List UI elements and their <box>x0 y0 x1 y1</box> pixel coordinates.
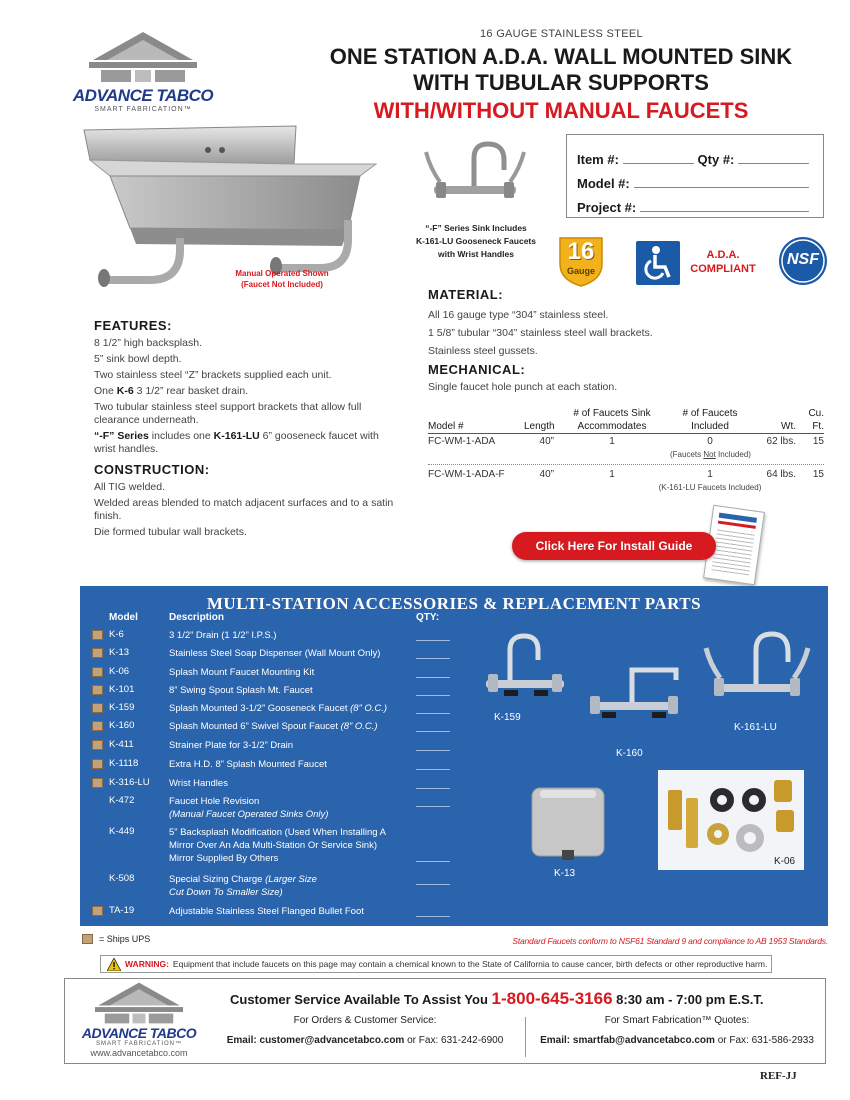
orders-heading: For Orders & Customer Service: <box>293 1015 437 1026</box>
material-item: All 16 gauge type “304” stainless steel. <box>428 309 609 321</box>
header-logo[interactable] <box>64 30 222 113</box>
reference-code: REF-JJ <box>760 1070 797 1082</box>
faucet-caption-line-3: with Wrist Handles <box>438 249 514 259</box>
nsf-text: NSF <box>787 251 819 268</box>
qty-field[interactable] <box>416 695 450 696</box>
construction-item: Die formed tubular wall brackets. <box>94 526 247 538</box>
qty-field[interactable] <box>416 916 450 917</box>
table-divider <box>428 464 824 465</box>
mounting-kit-k06-image <box>658 770 804 870</box>
label-k06: K-06 <box>774 856 796 867</box>
ups-box-icon <box>92 778 103 788</box>
col-accommodates: # of Faucets Sink Accommodates <box>573 408 651 432</box>
material-item: Stainless steel gussets. <box>428 345 538 357</box>
feature-fseries: “-F” Series includes one K-161-LU 6” gooseneck faucet with wrist handles. <box>94 430 379 455</box>
website-link[interactable]: www.advancetabco.com <box>90 1048 188 1058</box>
ups-box-icon <box>82 934 93 944</box>
ada-compliant-label <box>686 248 760 276</box>
install-guide-button[interactable]: Click Here For Install Guide <box>512 532 716 560</box>
customer-service-line: Customer Service Available To Assist You 1-800-645-3166 8:30 am - 7:00 pm E.S.T. <box>230 989 764 1008</box>
table-row: FC-WM-1-ADA-F 40” 1 1 64 lbs. 15 <box>428 469 824 480</box>
construction-item: All TIG welded. <box>94 481 166 493</box>
logo-brand: ADVANCE TABCO <box>81 1025 197 1041</box>
qty-field[interactable] <box>416 861 450 862</box>
ups-box-icon <box>92 648 103 658</box>
col-length: Length <box>524 421 555 432</box>
warning-triangle-icon <box>107 958 121 971</box>
construction-section <box>94 462 394 542</box>
project-label: Project #: <box>577 200 637 215</box>
standards-note: Standard Faucets conform to NSF61 Standard 9 and compliance to AB 1953 Standards. <box>512 936 828 946</box>
item-field[interactable] <box>623 163 694 164</box>
prop65-warning <box>100 955 772 973</box>
label-k13: K-13 <box>554 868 576 879</box>
footer <box>64 978 826 1064</box>
table-row-note: (K-161-LU Faucets Included) <box>658 483 762 492</box>
construction-heading: CONSTRUCTION: <box>94 462 210 477</box>
logo-tagline: SMART FABRICATION™ <box>95 1041 182 1047</box>
gauge-word: Gauge <box>566 266 595 276</box>
advance-tabco-logo-icon <box>83 30 203 84</box>
faucet-k161-image <box>422 138 528 218</box>
logo-tagline: SMART FABRICATION™ <box>94 106 192 113</box>
col-cuft: Cu. Ft. <box>808 408 824 432</box>
qty-field[interactable] <box>416 806 450 807</box>
label-k160: K-160 <box>616 748 643 759</box>
ups-box-icon <box>92 906 103 916</box>
ups-box-icon <box>92 630 103 640</box>
col-model: Model <box>109 612 138 623</box>
logo-brand: ADVANCE TABCO <box>72 86 214 105</box>
footer-logo[interactable] <box>69 981 209 1058</box>
mechanical-section <box>428 362 824 394</box>
smartfab-email-link[interactable]: smartfab@advancetabco.com <box>572 1035 715 1046</box>
col-description: Description <box>169 612 225 623</box>
gauge-line: 16 GAUGE STAINLESS STEEL <box>480 28 643 40</box>
warning-text: Equipment that include faucets on this page may contain a chemical known to the State of California to cause cancer, birth defects or other reproductive harm. <box>172 959 768 969</box>
ada-line-2: COMPLIANT <box>690 263 756 275</box>
feature-drain: One K-6 3 1/2” rear basket drain. <box>94 385 249 397</box>
warning-label: WARNING: <box>125 959 169 969</box>
table-row-note: (Faucets Not Included) <box>670 450 751 459</box>
ups-box-icon <box>92 703 103 713</box>
feature-item: Two stainless steel “Z” brackets supplied each unit. <box>94 369 332 381</box>
ada-wheelchair-icon <box>636 241 680 285</box>
sink-caption-line-1: Manual Operated Shown <box>235 269 329 278</box>
qty-field[interactable] <box>416 750 450 751</box>
model-field[interactable] <box>634 187 809 188</box>
label-k161lu: K-161-LU <box>734 722 777 733</box>
nsf-logo <box>778 236 828 286</box>
col-model: Model # <box>428 421 464 432</box>
spec-table <box>428 404 824 495</box>
qty-field[interactable] <box>416 731 450 732</box>
qty-field[interactable] <box>416 713 450 714</box>
ada-line-1: A.D.A. <box>706 249 740 261</box>
qty-field[interactable] <box>416 658 450 659</box>
spec-table-header <box>428 404 824 434</box>
orders-email-link[interactable]: customer@advancetabco.com <box>259 1035 405 1046</box>
accessories-title: MULTI-STATION ACCESSORIES & REPLACEMENT PARTS <box>206 594 702 613</box>
features-section <box>94 318 400 459</box>
feature-tubular: Two tubular stainless steel support brackets that allow full clearance underneath. <box>94 401 362 426</box>
qty-field[interactable] <box>416 769 450 770</box>
col-weight: Wt. <box>781 421 796 432</box>
smartfab-heading: For Smart Fabrication™ Quotes: <box>604 1015 750 1026</box>
table-row: FC-WM-1-ADA 40” 1 0 62 lbs. 15 <box>428 436 824 447</box>
faucet-caption-line-1: “-F” Series Sink Includes <box>425 223 527 233</box>
material-heading: MATERIAL: <box>428 287 504 302</box>
ships-ups-legend <box>82 934 150 944</box>
ups-box-icon <box>92 721 103 731</box>
features-heading: FEATURES: <box>94 318 172 333</box>
feature-item: 5” sink bowl depth. <box>94 353 182 365</box>
title-line-2: WITH TUBULAR SUPPORTS <box>413 70 709 95</box>
material-section <box>428 287 824 360</box>
ups-box-icon <box>92 667 103 677</box>
mechanical-heading: MECHANICAL: <box>428 362 526 377</box>
construction-item: Welded areas blended to match adjacent surfaces and to a satin finish. <box>94 497 394 522</box>
qty-field[interactable] <box>416 677 450 678</box>
sink-caption-line-2: (Faucet Not Included) <box>241 280 323 289</box>
feature-item: 8 1/2” high backsplash. <box>94 337 202 349</box>
col-qty: QTY: <box>416 612 440 623</box>
title-line-1: ONE STATION A.D.A. WALL MOUNTED SINK <box>329 44 793 69</box>
ups-box-icon <box>92 759 103 769</box>
sink-caption <box>214 268 350 290</box>
gauge-badge <box>556 234 606 288</box>
gauge-number: 16 <box>567 238 595 265</box>
faucet-k160-image <box>576 656 692 736</box>
ships-ups-text: = Ships UPS <box>99 934 151 944</box>
faucet-k159-image <box>480 630 572 710</box>
accessories-panel: MULTI-STATION ACCESSORIES & REPLACEMENT PARTS Model Description QTY: K-6 3 1/2” Drain (1 1/2” I.P.S.) K-13 Stainless Steel Soap Dispenser (Wall Mount Only) K-06 Splash Mount Faucet Mounting Kit K-101 8” Swing Spout Splash Mt. Faucet K-159 Splash Mounted 3-1/2” Gooseneck Faucet (8” O.C.) K-160 Splash Mounted 6” Swivel Spout Faucet (8” O.C.) K-411 Strainer Plate for 3-1/2” Drain K-1118 Extra H.D. 8” Splash Mounted Faucet K-316-LU Wrist Handles K-472 Faucet Hole Revision (Manual Faucet Operated Sinks Only) K-449 5” Backsplash Modification (Used When Installing A Mirror Over An Ada Multi-Station Or Service Sink) Mirror Supplied By Others K-508 Special Sizing Charge (Larger Size Cut Down To Smaller Size) TA-19 Adjustable Stainless Steel Flanged Bullet Foot K-159 K-160 K-161-LU K-13 K-06 <box>80 586 828 926</box>
label-k159: K-159 <box>494 712 521 723</box>
qty-field[interactable] <box>416 788 450 789</box>
advance-tabco-logo-icon <box>89 981 189 1025</box>
item-label: Item #: <box>577 152 619 167</box>
project-field[interactable] <box>640 211 809 212</box>
qty-label: Qty #: <box>697 152 735 167</box>
orders-contact: Email: customer@advancetabco.com or Fax: 631-242-6900 <box>226 1035 504 1046</box>
phone-number[interactable]: 1-800-645-3166 <box>491 989 613 1008</box>
item-qty-box <box>566 134 824 218</box>
material-item: 1 5/8” tubular “304” stainless steel wall brackets. <box>428 327 653 339</box>
footer-divider <box>525 1017 526 1057</box>
model-label: Model #: <box>577 176 630 191</box>
ups-box-icon <box>92 685 103 695</box>
faucet-caption-line-2: K-161-LU Gooseneck Faucets <box>416 236 536 246</box>
faucet-k161lu-image <box>700 628 814 720</box>
col-included: # of Faucets Included <box>682 408 738 432</box>
qty-field[interactable] <box>738 163 809 164</box>
qty-field[interactable] <box>416 640 450 641</box>
soap-dispenser-k13-image <box>526 780 610 864</box>
drain-model: K-6 <box>116 385 134 397</box>
smartfab-contact: Email: smartfab@advancetabco.com or Fax: 631-586-2933 <box>540 1035 814 1046</box>
title-line-3: WITH/WITHOUT MANUAL FAUCETS <box>373 98 749 123</box>
qty-field[interactable] <box>416 884 450 885</box>
faucet-caption <box>396 222 556 261</box>
mechanical-item: Single faucet hole punch at each station. <box>428 381 618 393</box>
ups-box-icon <box>92 740 103 750</box>
